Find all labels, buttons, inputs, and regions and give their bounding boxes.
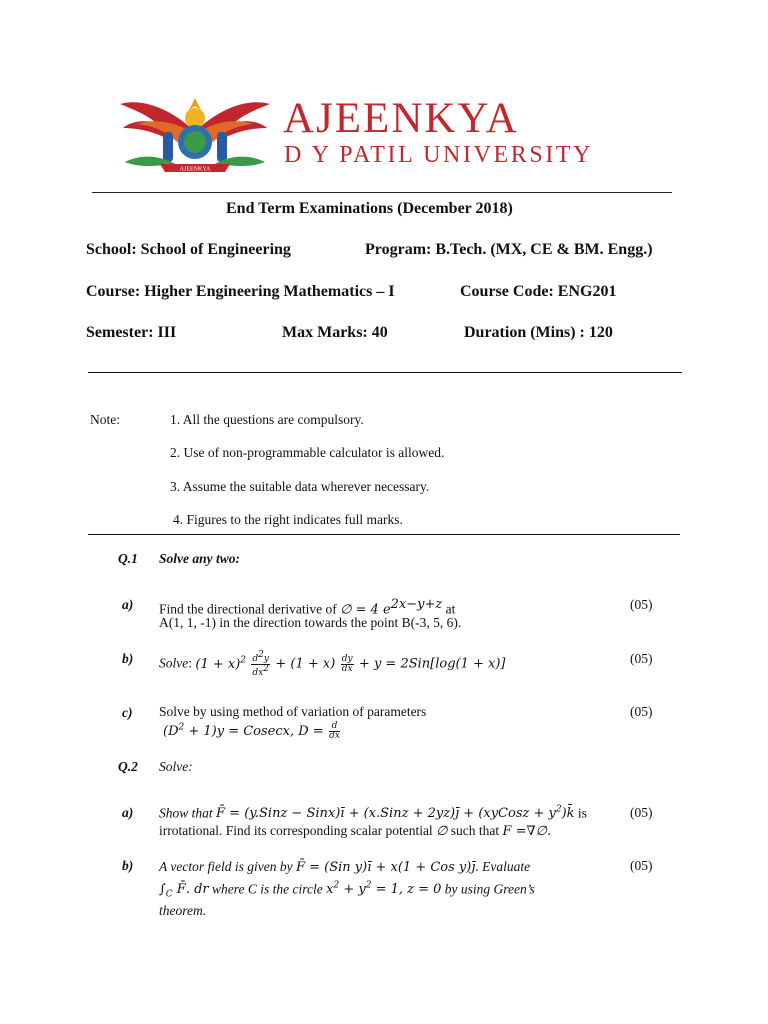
course-label: Course: Higher Engineering Mathematics – I: [86, 283, 395, 300]
max-marks-label: Max Marks: 40: [282, 324, 388, 341]
program-label: Program: B.Tech. (MX, CE & BM. Engg.): [365, 241, 653, 258]
note-item: 4. Figures to the right indicates full marks.: [173, 512, 403, 527]
q2b-line3: theorem.: [159, 903, 207, 918]
note-item: 1. All the questions are compulsory.: [170, 412, 364, 427]
q2b-label: b): [122, 858, 134, 873]
note-item: 3. Assume the suitable data wherever necessary.: [170, 479, 430, 494]
q1b-marks: (05): [630, 651, 653, 666]
exam-title: End Term Examinations (December 2018): [226, 200, 513, 217]
q2-number: Q.2: [118, 759, 138, 774]
q1-number: Q.1: [118, 551, 138, 566]
note-item: 2. Use of non-programmable calculator is allowed.: [170, 445, 445, 460]
q1a-line2: A(1, 1, -1) in the direction towards the point B(-3, 5, 6).: [159, 615, 462, 630]
note-label: Note:: [90, 412, 120, 427]
q2a-line1: Show that F̄ = (y.Sinz − Sinx)ī + (x.Sinz + 2yz)j̄ + (xyCosz + $y^2)k̄$ is: [159, 805, 587, 822]
divider-header: [88, 372, 682, 373]
duration-label: Duration (Mins) : 120: [464, 324, 613, 341]
q2a-label: a): [122, 805, 134, 820]
q1b-equation: Solve: $(1 + x)^2$ $\frac{d^2y}{dx^2}$ + (1 + x) $\frac{dy}{dx}$ + y = 2Sin[log(1 + x)]: [159, 650, 506, 678]
course-code-label: Course Code: ENG201: [460, 283, 617, 300]
q1c-label: c): [122, 705, 133, 720]
q1a-marks: (05): [630, 597, 653, 612]
school-label: School: School of Engineering: [86, 241, 291, 258]
q1a-line1: Find the directional derivative of ∅ = 4 $e^{2x-y+z}$ at: [159, 597, 456, 618]
q1a-label: a): [122, 597, 134, 612]
logo-title: AJEENKYA: [283, 95, 519, 142]
svg-text:AJEENKYA: AJEENKYA: [179, 166, 211, 173]
q2a-marks: (05): [630, 805, 653, 820]
divider-notes: [88, 534, 680, 535]
divider-top: [92, 192, 672, 193]
q1-title: Solve any two:: [159, 551, 240, 566]
q2-title: Solve:: [159, 759, 193, 774]
q1c-equation: $(D^2 + 1)y = Cosecx$, D = $\frac{d}{dx}$: [163, 721, 340, 741]
logo-subtitle: D Y PATIL UNIVERSITY: [284, 142, 594, 168]
q2b-line2: $\int_C$ F̄. dr where C is the circle $x^2 + y^2 = 1$, z = 0 by using Green’s: [159, 881, 535, 900]
q2b-line1: A vector field is given by F̄ = (Sin y)ī + x(1 + Cos y)j̄. Evaluate: [159, 859, 531, 875]
q2a-line2: irrotational. Find its corresponding scalar potential ∅ such that F =∇∅.: [159, 823, 552, 839]
emblem-icon: [115, 92, 275, 178]
q1c-line1: Solve by using method of variation of parameters: [159, 704, 427, 719]
q1c-marks: (05): [630, 704, 653, 719]
semester-label: Semester: III: [86, 324, 177, 341]
q1b-label: b): [122, 651, 134, 666]
q2b-marks: (05): [630, 858, 653, 873]
university-logo: [115, 92, 655, 178]
